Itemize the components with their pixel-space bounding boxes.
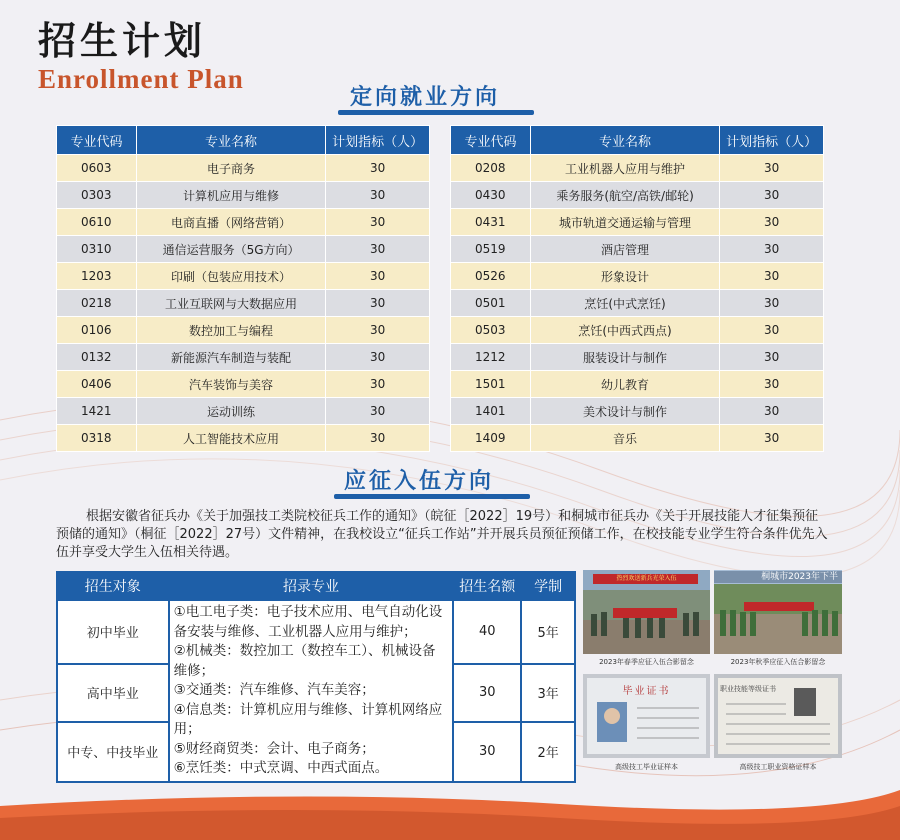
page-subtitle: Enrollment Plan (38, 64, 244, 94)
target-cell: 初中毕业 (57, 600, 169, 664)
vocational-cert-caption: 高级技工职业资格证样本 (739, 763, 817, 771)
table-row (57, 155, 430, 182)
major-name-cell: 运动训练 (136, 398, 325, 425)
military-section-title: 应征入伍方向 (344, 469, 495, 494)
major-code-cell: 0310 (57, 236, 137, 263)
quota-cell: 30 (720, 317, 824, 344)
employment-table-right (450, 125, 824, 452)
quota-cell: 30 (720, 236, 824, 263)
quota-cell: 30 (453, 722, 521, 782)
table-row (451, 317, 824, 344)
major-code-cell: 0501 (451, 290, 531, 317)
autumn-photo-banner: 桐城市2023年下半 (714, 571, 842, 583)
column-header-years: 学制 (521, 572, 575, 600)
major-group-5: ⑤财经商贸类：会计、电子商务； (173, 740, 375, 757)
major-code-cell: 0431 (451, 209, 531, 236)
table-row (451, 344, 824, 371)
major-name-cell: 人工智能技术应用 (136, 425, 325, 452)
major-name-cell: 通信运营服务（5G方向） (136, 236, 325, 263)
major-code-cell: 1401 (451, 398, 531, 425)
major-code-cell: 0503 (451, 317, 531, 344)
major-name-cell: 数控加工与编程 (136, 317, 325, 344)
major-name-cell: 电子商务 (136, 155, 325, 182)
major-group-4: ④信息类：计算机应用与维修、计算机网络应用； (173, 701, 443, 737)
major-code-cell: 0208 (451, 155, 531, 182)
table-row (57, 425, 430, 452)
major-code-cell: 0303 (57, 182, 137, 209)
table-row (57, 182, 430, 209)
quota-cell: 30 (326, 155, 430, 182)
table-row (57, 344, 430, 371)
quota-cell: 30 (720, 398, 824, 425)
table-row (451, 371, 824, 398)
major-code-cell: 1501 (451, 371, 531, 398)
quota-cell: 30 (326, 344, 430, 371)
table-row (57, 290, 430, 317)
employment-section-title: 定向就业方向 (350, 85, 501, 110)
major-code-cell: 0526 (451, 263, 531, 290)
quota-cell: 30 (720, 182, 824, 209)
table-row (57, 317, 430, 344)
major-name-cell: 音乐 (530, 425, 719, 452)
column-header-quota: 招生名额 (453, 572, 521, 600)
major-code-cell: 0610 (57, 209, 137, 236)
autumn-photo-caption: 2023年秋季应征入伍合影留念 (730, 658, 826, 666)
quota-cell: 30 (326, 182, 430, 209)
page-title: 招生计划 (38, 18, 207, 63)
target-cell: 高中毕业 (57, 664, 169, 722)
military-title-underline (334, 494, 530, 499)
autumn-group-photo (714, 570, 842, 654)
table-row (57, 236, 430, 263)
table-row (451, 236, 824, 263)
graduation-certificate-photo (583, 674, 710, 758)
vocational-certificate-photo (714, 674, 842, 758)
quota-cell: 30 (326, 209, 430, 236)
quota-cell: 30 (326, 263, 430, 290)
column-header-target: 招生对象 (57, 572, 169, 600)
spring-group-photo (583, 570, 710, 654)
major-code-cell: 0218 (57, 290, 137, 317)
major-code-cell: 1421 (57, 398, 137, 425)
quota-cell: 30 (453, 664, 521, 722)
major-code-cell: 1409 (451, 425, 531, 452)
quota-cell: 30 (326, 425, 430, 452)
table-row (451, 425, 824, 452)
graduation-cert-title: 毕业证书 (622, 686, 671, 697)
table-row (451, 182, 824, 209)
table-row (451, 209, 824, 236)
military-enrollment-table (56, 571, 576, 783)
major-group-2: ②机械类：数控加工（数控车工）、机械设备维修； (173, 643, 436, 679)
vocational-cert-title: 职业技能等级证书 (720, 685, 776, 693)
bottom-decorative-band (0, 778, 900, 840)
quota-cell: 30 (326, 398, 430, 425)
major-code-cell: 0519 (451, 236, 531, 263)
table-row (451, 263, 824, 290)
employment-title-underline (338, 110, 534, 115)
major-name-cell: 美术设计与制作 (530, 398, 719, 425)
quota-cell: 30 (720, 263, 824, 290)
target-cell: 中专、中技毕业 (57, 722, 169, 782)
major-name-cell: 形象设计 (530, 263, 719, 290)
major-name-cell: 幼儿教育 (530, 371, 719, 398)
quota-cell: 30 (720, 371, 824, 398)
major-name-cell: 工业机器人应用与维护 (530, 155, 719, 182)
quota-cell: 30 (720, 155, 824, 182)
table-row (57, 371, 430, 398)
quota-cell: 30 (720, 344, 824, 371)
column-header-code: 专业代码 (451, 126, 531, 155)
major-code-cell: 0132 (57, 344, 137, 371)
major-code-cell: 0318 (57, 425, 137, 452)
major-name-cell: 酒店管理 (530, 236, 719, 263)
quota-cell: 30 (326, 290, 430, 317)
major-name-cell: 烹饪(中式烹饪) (530, 290, 719, 317)
column-header-name: 专业名称 (136, 126, 325, 155)
major-group-6: ⑥烹饪类：中式烹调、中西式面点。 (173, 760, 389, 776)
column-header-majors: 招录专业 (169, 572, 454, 600)
major-name-cell: 烹饪(中西式西点) (530, 317, 719, 344)
major-group-1: ①电工电子类：电子技术应用、电气自动化设备安装与维修、工业机器人应用与维护； (173, 604, 443, 640)
spring-photo-banner: 热烈欢送新兵光荣入伍 (616, 575, 677, 582)
years-cell: 2年 (521, 722, 575, 782)
quota-cell: 30 (326, 236, 430, 263)
majors-cell (169, 600, 454, 782)
major-code-cell: 0430 (451, 182, 531, 209)
column-header-quota: 计划指标（人） (720, 126, 824, 155)
table-row (57, 209, 430, 236)
major-name-cell: 乘务服务(航空/高铁/邮轮) (530, 182, 719, 209)
quota-cell: 30 (326, 371, 430, 398)
major-name-cell: 工业互联网与大数据应用 (136, 290, 325, 317)
major-name-cell: 城市轨道交通运输与管理 (530, 209, 719, 236)
military-intro-paragraph: 根据安徽省征兵办《关于加强技工类院校征兵工作的通知》（皖征［2022］19号）和桐城市征兵办《关于开展技能人才征集预征预储的通知》（桐征［2022］27号）文件精神，在我校设立“征兵工作站”并开展兵员预征预储工作，在校技能专业学生符合条件优先入伍并享受大学生入伍相关待遇。 (56, 509, 828, 560)
quota-cell: 30 (720, 425, 824, 452)
major-name-cell: 汽车装饰与美容 (136, 371, 325, 398)
major-code-cell: 0406 (57, 371, 137, 398)
table-row (57, 600, 575, 664)
table-row (451, 290, 824, 317)
major-code-cell: 1212 (451, 344, 531, 371)
column-header-code: 专业代码 (57, 126, 137, 155)
major-code-cell: 1203 (57, 263, 137, 290)
years-cell: 3年 (521, 664, 575, 722)
quota-cell: 30 (720, 209, 824, 236)
graduation-cert-caption: 高级技工毕业证样本 (615, 763, 678, 771)
quota-cell: 30 (720, 290, 824, 317)
years-cell: 5年 (521, 600, 575, 664)
table-row (451, 155, 824, 182)
table-row (57, 263, 430, 290)
quota-cell: 30 (326, 317, 430, 344)
spring-photo-caption: 2023年春季应征入伍合影留念 (599, 658, 694, 666)
table-row (451, 398, 824, 425)
column-header-name: 专业名称 (530, 126, 719, 155)
employment-table-left (56, 125, 430, 452)
major-group-3: ③交通类：汽车维修、汽车美容； (173, 682, 375, 698)
table-row (57, 398, 430, 425)
major-name-cell: 印刷（包装应用技术） (136, 263, 325, 290)
major-code-cell: 0603 (57, 155, 137, 182)
major-name-cell: 计算机应用与维修 (136, 182, 325, 209)
major-code-cell: 0106 (57, 317, 137, 344)
major-name-cell: 服装设计与制作 (530, 344, 719, 371)
major-name-cell: 新能源汽车制造与装配 (136, 344, 325, 371)
major-name-cell: 电商直播（网络营销） (136, 209, 325, 236)
quota-cell: 40 (453, 600, 521, 664)
column-header-quota: 计划指标（人） (326, 126, 430, 155)
